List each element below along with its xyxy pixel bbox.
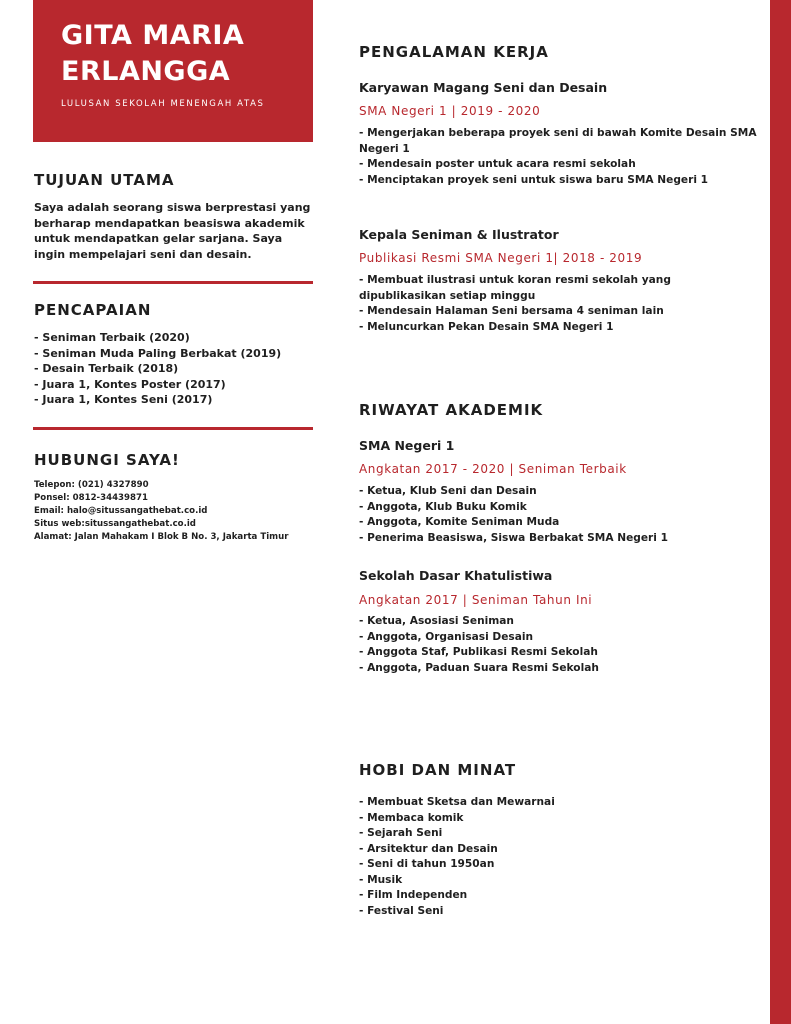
accent-side-bar: [770, 0, 791, 1024]
job-title: Kepala Seniman & Ilustrator: [359, 227, 559, 242]
objective-text: Saya adalah seorang siswa berprestasi yang berharap mendapatkan beasiswa akademik untuk mendapatkan gelar sarjana. Saya ingin mempelajari seni dan desain.: [34, 201, 311, 261]
contact-heading: HUBUNGI SAYA!: [34, 451, 180, 469]
name-last: ERLANGGA: [61, 56, 231, 87]
hobbies-heading: HOBI DAN MINAT: [359, 761, 517, 779]
experience-heading: PENGALAMAN KERJA: [359, 43, 549, 61]
contact-mobile: Ponsel: 0812-34439871: [34, 493, 148, 503]
section-divider: [33, 427, 313, 430]
list-item: - Musik: [359, 873, 403, 886]
list-item: - Desain Terbaik (2018): [34, 362, 179, 375]
list-item: - Sejarah Seni: [359, 827, 443, 839]
job-meta: Publikasi Resmi SMA Negeri 1| 2018 - 2019: [359, 251, 643, 265]
list-item: - Anggota, Paduan Suara Resmi Sekolah: [359, 661, 599, 674]
list-item: - Mendesain poster untuk acara resmi sekolah: [359, 158, 636, 170]
list-item: - Menciptakan proyek seni untuk siswa baru SMA Negeri 1: [359, 173, 709, 186]
job-meta: SMA Negeri 1 | 2019 - 2020: [359, 104, 541, 118]
contact-website: Situs web:situssangathebat.co.id: [34, 519, 196, 529]
list-item: - Mengerjakan beberapa proyek seni di bawah Komite Desain SMA Negeri 1: [359, 127, 757, 155]
hobbies-list: [359, 795, 759, 919]
contact-list: [34, 479, 288, 544]
school-meta: Angkatan 2017 | Seniman Tahun Ini: [359, 593, 593, 607]
subtitle: LULUSAN SEKOLAH MENENGAH ATAS: [61, 99, 265, 109]
list-item: - Anggota, Organisasi Desain: [359, 630, 534, 643]
objective-heading: TUJUAN UTAMA: [34, 171, 175, 189]
job-duties-list: [359, 273, 689, 335]
list-item: - Juara 1, Kontes Poster (2017): [34, 377, 226, 391]
achievements-heading: PENCAPAIAN: [34, 301, 152, 319]
school-activities-list: [359, 484, 759, 546]
list-item: - Membuat Sketsa dan Mewarnai: [359, 796, 555, 808]
name-first: GITA MARIA: [61, 20, 245, 51]
list-item: - Anggota, Komite Seniman Muda: [359, 516, 560, 528]
job-duties-list: [359, 126, 759, 188]
list-item: - Membaca komik: [359, 811, 464, 824]
list-item: - Mendesain Halaman Seni bersama 4 seniman lain: [359, 305, 664, 317]
list-item: - Film Independen: [359, 889, 468, 901]
list-item: - Penerima Beasiswa, Siswa Berbakat SMA Negeri 1: [359, 531, 668, 544]
list-item: - Arsitektur dan Desain: [359, 842, 498, 855]
school-meta: Angkatan 2017 - 2020 | Seniman Terbaik: [359, 462, 627, 476]
list-item: - Seniman Terbaik (2020): [34, 331, 190, 344]
contact-phone: Telepon: (021) 4327890: [34, 480, 149, 490]
job-title: Karyawan Magang Seni dan Desain: [359, 80, 608, 95]
list-item: - Juara 1, Kontes Seni (2017): [34, 393, 213, 406]
school-title: SMA Negeri 1: [359, 438, 455, 453]
school-activities-list: [359, 614, 759, 676]
achievements-list: [34, 330, 281, 408]
contact-email: Email: halo@situssangathebat.co.id: [34, 506, 208, 516]
list-item: - Ketua, Asosiasi Seniman: [359, 615, 514, 627]
list-item: - Anggota Staf, Publikasi Resmi Sekolah: [359, 646, 598, 658]
list-item: - Ketua, Klub Seni dan Desain: [359, 485, 537, 497]
list-item: - Seni di tahun 1950an: [359, 858, 495, 870]
list-item: - Festival Seni: [359, 904, 444, 917]
list-item: - Anggota, Klub Buku Komik: [359, 500, 527, 513]
contact-address: Alamat: Jalan Mahakam I Blok B No. 3, Jakarta Timur: [34, 532, 289, 542]
education-heading: RIWAYAT AKADEMIK: [359, 401, 544, 419]
school-title: Sekolah Dasar Khatulistiwa: [359, 568, 553, 583]
section-divider: [33, 281, 313, 284]
list-item: - Seniman Muda Paling Berbakat (2019): [34, 346, 282, 360]
list-item: - Membuat ilustrasi untuk koran resmi sekolah yang dipublikasikan setiap minggu: [359, 274, 671, 302]
name-header: [33, 0, 313, 142]
list-item: - Meluncurkan Pekan Desain SMA Negeri 1: [359, 320, 614, 333]
